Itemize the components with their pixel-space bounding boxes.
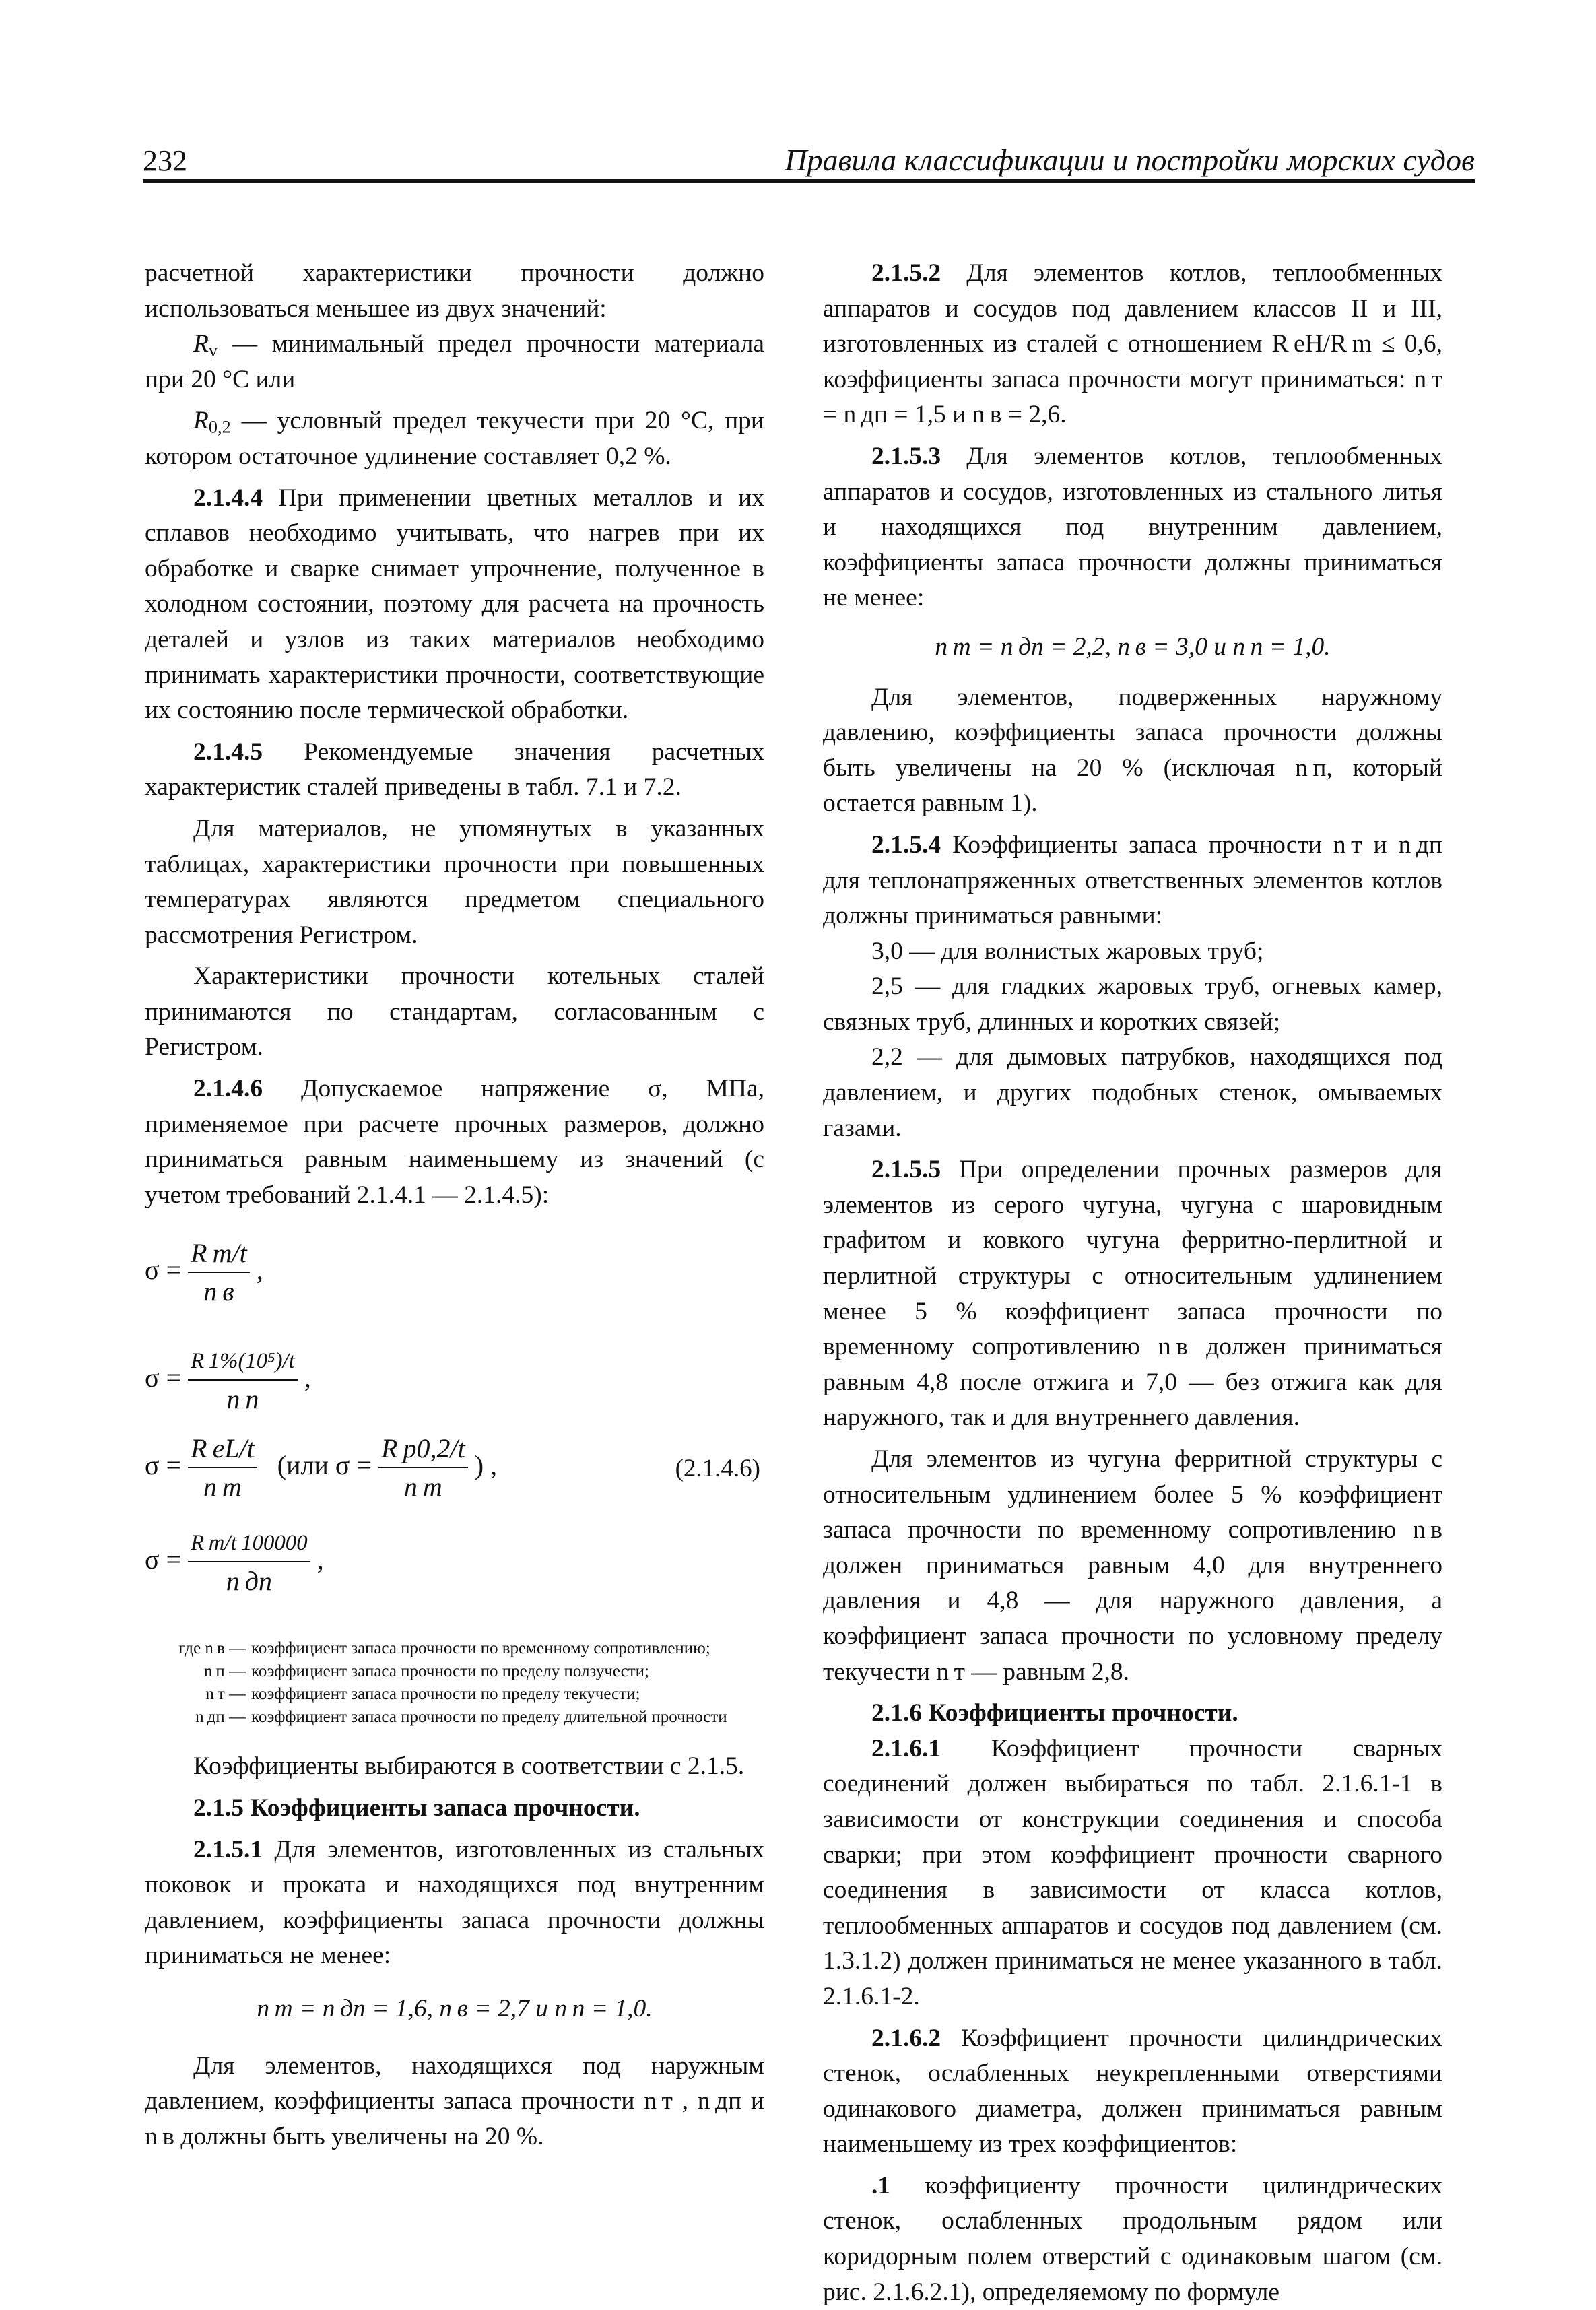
legend-key: где n в — — [178, 1639, 246, 1658]
alt-close: ) , — [474, 1450, 498, 1481]
numerator: R eL/t — [191, 1433, 255, 1464]
clause-number: 2.1.6.2 — [871, 2024, 941, 2052]
page-number: 232 — [143, 144, 187, 177]
legend-row — [145, 1637, 764, 1660]
paragraph-text: Для элементов котлов, теплообменных аппаратов и сосудов, изготовленных из стального литья и находящихся под внутренним давлением, коэффициенты запаса прочности должны приниматься не менее: — [823, 442, 1442, 612]
sigma-equals: σ = — [145, 1362, 182, 1393]
paragraph — [145, 481, 764, 729]
paragraph-text: — минимальный предел прочности материала при 20 °С или — [145, 330, 764, 393]
numerator: R p0,2/t — [381, 1433, 465, 1464]
paragraph — [823, 1152, 1442, 1436]
paragraph-text: коэффициенту прочности цилиндрических стенок, ослабленных продольным рядом или коридорным полем отверстий с одинаковым шагом (см. рис. 2.1.6.2.1), определяемому по формуле — [823, 2171, 1442, 2306]
fraction — [188, 1431, 257, 1505]
paragraph-text: При применении цветных металлов и их сплавов необходимо учитывать, что нагрев при их обработке и сварке снимает упрочнение, полученное в холодном состоянии, поэтому для расчета на прочность деталей и узлов из таких материалов необходимо принимать характеристики прочности, соответствующие их состоянию после термической обработки. — [145, 484, 764, 725]
denominator: n в — [188, 1272, 250, 1310]
comma: , — [256, 1255, 263, 1286]
clause-number: 2.1.5.2 — [871, 259, 941, 287]
fraction — [188, 1525, 310, 1599]
paragraph — [145, 1071, 764, 1213]
denominator: n дп — [188, 1561, 310, 1599]
symbol-sub: v — [208, 340, 218, 360]
comma: , — [304, 1362, 311, 1393]
equation-text: n т = n дп = 1,6, n в = 2,7 и n п = 1,0. — [257, 1995, 653, 2022]
legend-value: коэффициент запаса прочности по временному сопротивлению; — [251, 1639, 710, 1658]
paragraph: Коэффициенты выбираются в соответствии с 2.1.5. — [193, 1752, 745, 1781]
denominator: n п — [188, 1379, 298, 1418]
legend-value: коэффициент запаса прочности по пределу длительной прочности — [251, 1708, 727, 1727]
sigma-equals: σ = — [145, 1255, 182, 1286]
comma: , — [317, 1544, 324, 1575]
denominator: n т — [188, 1467, 257, 1505]
legend-key: n дп — — [195, 1708, 246, 1727]
symbol: R — [193, 330, 209, 358]
clause-number: 2.1.5.5 — [871, 1156, 941, 1184]
list-item: 2,5 — для гладких жаровых труб, огневых камер, связных труб, длинных и коротких связей; — [823, 972, 1442, 1036]
fraction — [188, 1236, 250, 1309]
heading-text: 2.1.5 Коэффициенты запаса прочности. — [193, 1794, 640, 1822]
sigma-equals: σ = — [145, 1450, 182, 1481]
equation-text: n т = n дп = 2,2, n в = 3,0 и n п = 1,0. — [935, 632, 1331, 661]
formula-1 — [145, 1236, 263, 1309]
list-item: 3,0 — для волнистых жаровых труб; — [871, 937, 1264, 965]
paragraph-text: — условный предел текучести при 20 °С, при котором остаточное удлинение составляет 0,2 %. — [145, 407, 764, 470]
paragraph: Для элементов, подверженных наружному давлению, коэффициенты запаса прочности должны быть увеличены на 20 % (исключая n п, который остается равным 1). — [823, 683, 1442, 818]
formula-3 — [145, 1431, 497, 1505]
paragraph-text: Для элементов котлов, теплообменных аппаратов и сосудов под давлением классов II и III, изготовленных из сталей с отношением R eH/R m ≤ 0,6, коэффициенты запаса прочности могут приниматься: n т = n дп = 1,5 и n в = 2,6. — [823, 259, 1442, 429]
legend-row — [145, 1683, 764, 1706]
clause-number: 2.1.5.4 — [871, 830, 941, 859]
legend-value: коэффициент запаса прочности по пределу текучести; — [251, 1685, 640, 1704]
paragraph — [145, 327, 764, 397]
heading-text: 2.1.6 Коэффициенты прочности. — [871, 1699, 1238, 1727]
paragraph-text: При определении прочных размеров для элементов из серого чугуна, чугуна с шаровидным графитом и ковкого чугуна ферритно-перлитной и перлитной структуры с относительным удлинением менее 5 % коэффициент запаса прочности по временному сопротивлению n в должен приниматься равным 4,8 после отжига и 7,0 — без отжига как для наружного, так и для внутреннего давления. — [823, 1156, 1442, 1432]
symbol: R — [193, 407, 209, 435]
paragraph: Для элементов, находящихся под наружным давлением, коэффициенты запаса прочности n т , n дп и n в должны быть увеличены на 20 %. — [145, 2051, 764, 2150]
running-title: Правила классификации и постройки морских судов — [785, 143, 1475, 177]
left-column — [145, 256, 764, 2154]
alt-open: (или — [277, 1450, 329, 1481]
legend-key: n т — — [205, 1685, 246, 1704]
paragraph: Для элементов из чугуна ферритной структуры с относительным удлинением более 5 % коэффициент запаса прочности по временному сопротивлению n в должен приниматься равным 4,0 для внутреннего давления и 4,8 — для наружного давления, а коэффициент запаса прочности по условному пределу текучести n т — равным 2,8. — [823, 1445, 1442, 1686]
formula-block-2-1-4-6 — [145, 1229, 764, 1633]
legend-row — [145, 1660, 764, 1683]
paragraph: Для материалов, не упомянутых в указанных таблицах, характеристики прочности при повышенных температурах являются предметом специального рассмотрения Регистром. — [145, 814, 764, 949]
header-rule — [143, 179, 1475, 183]
formula-2 — [145, 1344, 311, 1417]
numerator: R m/t — [191, 1238, 247, 1269]
symbol-legend — [145, 1637, 764, 1729]
legend-row — [145, 1706, 764, 1729]
paragraph-text: Коэффициент прочности сварных соединений должен выбираться по табл. 2.1.6.1-1 в зависимости от конструкции соединения и способа сварки; при этом коэффициент прочности сварного соединения в зависимости от класса котлов, теплообменных аппаратов и сосудов под давлением (см. 1.3.1.2) должен приниматься не менее указанного в табл. 2.1.6.1-2. — [823, 1734, 1442, 2010]
paragraph-text: Коэффициенты запаса прочности n т и n дп для теплонапряженных ответственных элементов котлов должны приниматься равными: — [823, 830, 1442, 930]
paragraph — [823, 2021, 1442, 2163]
paragraph — [145, 735, 764, 805]
clause-number: 2.1.5.1 — [193, 1835, 263, 1863]
clause-number: .1 — [871, 2171, 891, 2200]
fraction — [188, 1344, 298, 1417]
symbol-sub: 0,2 — [208, 417, 231, 437]
paragraph — [823, 256, 1442, 433]
right-column — [823, 256, 1442, 2310]
formula-4 — [145, 1525, 324, 1599]
clause-number: 2.1.6.1 — [871, 1734, 941, 1762]
paragraph: расчетной характеристики прочности должно использоваться меньшее из двух значений: — [145, 259, 764, 323]
paragraph — [145, 403, 764, 474]
legend-key: n п — — [203, 1662, 246, 1681]
fraction — [378, 1431, 468, 1505]
paragraph — [823, 828, 1442, 934]
clause-number: 2.1.4.6 — [193, 1075, 263, 1103]
clause-number: 2.1.5.3 — [871, 442, 941, 470]
clause-number: 2.1.4.4 — [193, 484, 263, 512]
paragraph-text: Допускаемое напряжение σ, МПа, применяемое при расчете прочных размеров, должно приниматься равным наименьшему из значений (с учетом требований 2.1.4.1 — 2.1.4.5): — [145, 1075, 764, 1209]
sigma-equals: σ = — [145, 1544, 182, 1575]
paragraph-text: Рекомендуемые значения расчетных характеристик сталей приведены в табл. 7.1 и 7.2. — [145, 737, 764, 801]
paragraph — [823, 439, 1442, 616]
paragraph — [145, 1833, 764, 1974]
paragraph — [823, 1731, 1442, 2015]
paragraph-text: Для элементов, изготовленных из стальных поковок и проката и находящихся под внутренним давлением, коэффициенты запаса прочности должны приниматься не менее: — [145, 1835, 764, 1970]
running-header — [143, 145, 1475, 180]
equation — [823, 630, 1442, 665]
section-heading — [823, 1696, 1442, 1731]
list-item: 2,2 — для дымовых патрубков, находящихся под давлением, и других подобных стенок, омываемых газами. — [823, 1043, 1442, 1142]
equation-number: (2.1.4.6) — [675, 1455, 760, 1483]
paragraph-text: Коэффициент прочности цилиндрических стенок, ослабленных неукрепленными отверстиями одинакового диаметра, должен приниматься равным наименьшему из трех коэффициентов: — [823, 2024, 1442, 2158]
clause-number: 2.1.4.5 — [193, 737, 263, 766]
numerator: R m/t 100000 — [191, 1531, 308, 1556]
section-heading — [145, 1791, 764, 1826]
equation — [145, 1991, 764, 2027]
denominator: n т — [378, 1467, 468, 1505]
paragraph — [823, 2169, 1442, 2310]
paragraph: Характеристики прочности котельных сталей принимаются по стандартам, согласованным с Регистром. — [145, 962, 764, 1061]
numerator: R 1%(10⁵)/t — [191, 1349, 295, 1374]
legend-value: коэффициент запаса прочности по пределу ползучести; — [251, 1662, 649, 1681]
sigma-equals: σ = — [335, 1450, 372, 1481]
